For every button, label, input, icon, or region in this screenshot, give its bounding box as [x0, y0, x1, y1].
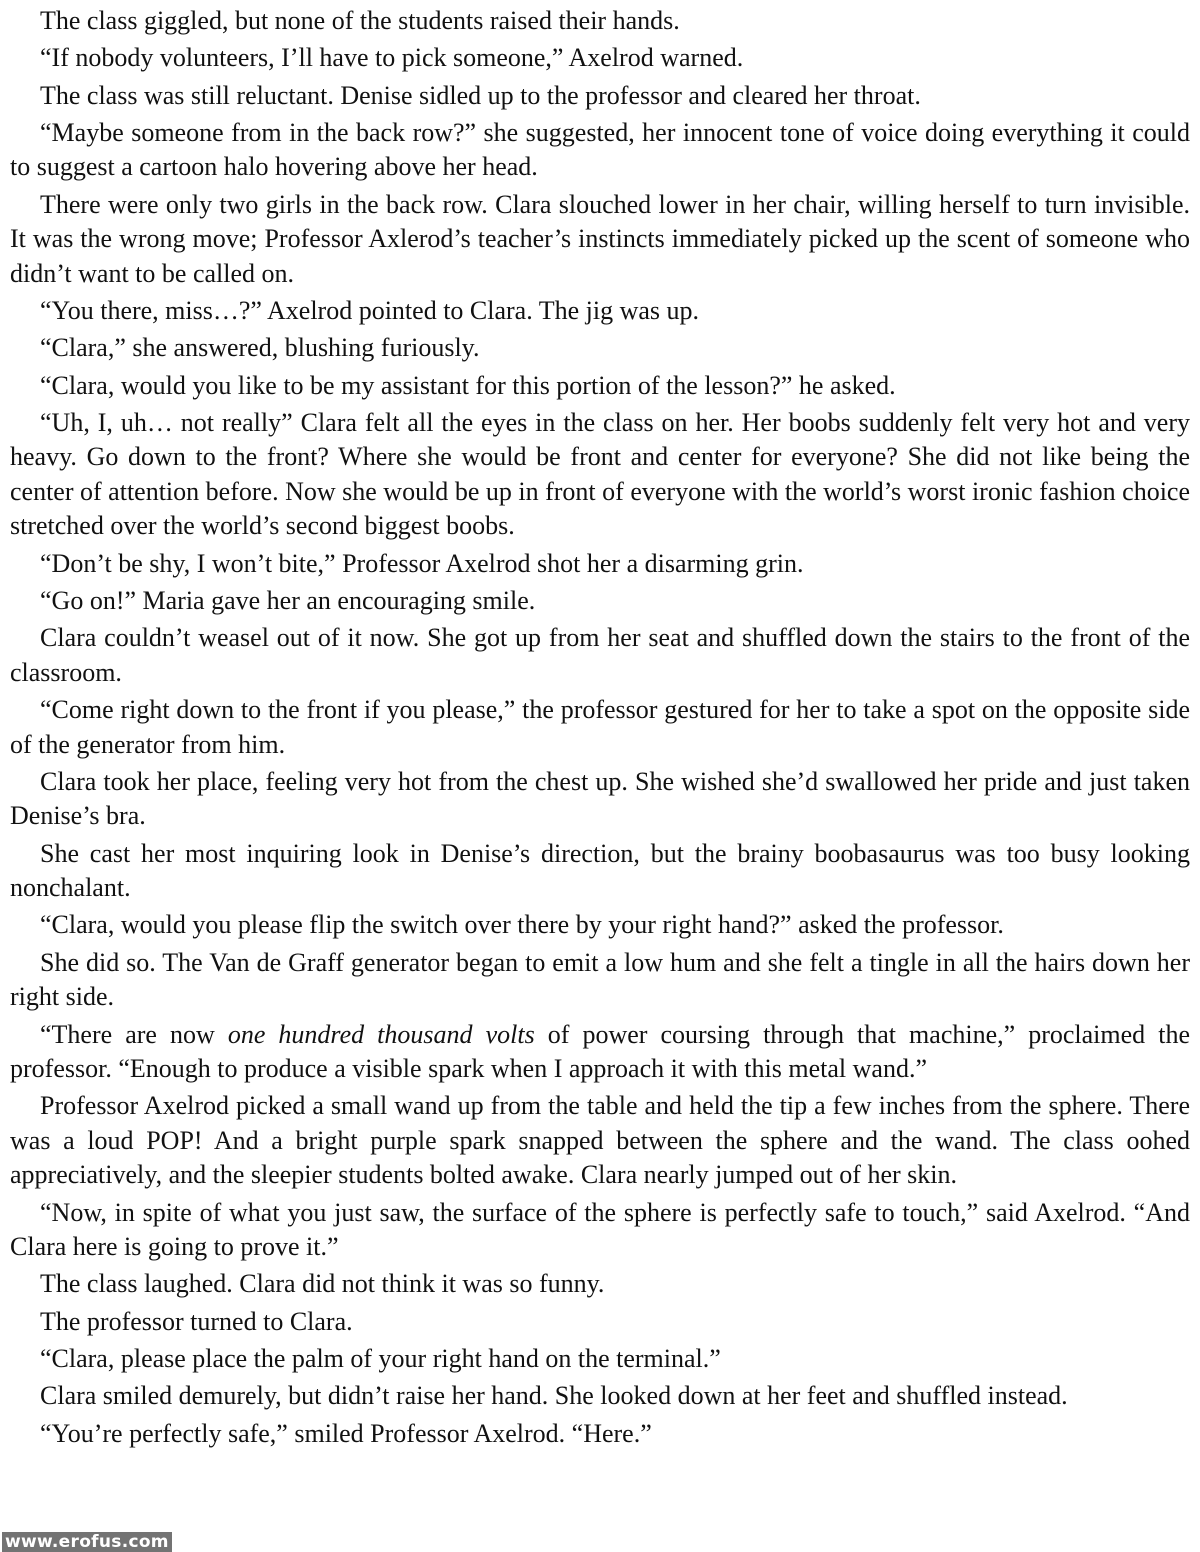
document-page	[10, 4, 1190, 1454]
paragraph: “Clara, please place the palm of your right hand on the terminal.”	[40, 1344, 721, 1374]
paragraph: She cast her most inquiring look in Denise’s direction, but the brainy boobasaurus was too busy looking nonchalant.	[10, 838, 1190, 903]
paragraph: Clara took her place, feeling very hot from the chest up. She wished she’d swallowed her pride and just taken Denise’s bra.	[10, 766, 1190, 831]
paragraph: The class laughed. Clara did not think it was so funny.	[40, 1269, 605, 1299]
paragraph: “Go on!” Maria gave her an encouraging smile.	[40, 585, 536, 615]
paragraph: “You’re perfectly safe,” smiled Professor Axelrod. “Here.”	[40, 1418, 652, 1448]
volts-text-italic: one hundred thousand volts	[227, 1019, 535, 1049]
paragraph: There were only two girls in the back row. Clara slouched lower in her chair, willing herself to turn invisible. It was the wrong move; Professor Axlerod’s teacher’s instincts immediately picked up the scent of someone who didn’t want to be called on.	[10, 189, 1190, 288]
paragraph: “Clara,” she answered, blushing furiously.	[40, 333, 480, 363]
paragraph: Clara couldn’t weasel out of it now. She got up from her seat and shuffled down the stairs to the front of the classroom.	[10, 623, 1190, 687]
paragraph: The professor turned to Clara.	[40, 1306, 353, 1336]
paragraph: “Uh, I, uh… not really” Clara felt all the eyes in the class on her. Her boobs suddenly felt very hot and very heavy. Go down to the front? Where she would be front and center for everyone? She did not like being the center of attention before. Now she would be up in front of everyone with the world’s worst ironic fashion choice stretched over the world’s second biggest boobs.	[10, 407, 1190, 541]
paragraph: “Don’t be shy, I won’t bite,” Professor Axelrod shot her a disarming grin.	[40, 548, 804, 578]
paragraph: “Come right down to the front if you please,” the professor gestured for her to take a spot on the opposite side of the generator from him.	[10, 695, 1190, 759]
watermark-text: www.erofus.com	[2, 1532, 172, 1552]
paragraph: “Clara, would you like to be my assistant for this portion of the lesson?” he asked.	[40, 370, 896, 400]
paragraph: “Now, in spite of what you just saw, the surface of the sphere is perfectly safe to touch,” said Axelrod. “And Clara here is going to prove it.”	[10, 1197, 1190, 1262]
paragraph: Professor Axelrod picked a small wand up from the table and held the tip a few inches from the sphere. There was a loud POP! And a bright purple spark snapped between the sphere and the wand. The class oohed appreciatively, and the sleepier students bolted awake. Clara nearly jumped out of her skin.	[10, 1091, 1190, 1190]
volts-text-after: of power coursing through that machine,” proclaimed the professor. “Enough to produce a visible spark when I approach it with this metal wand.”	[10, 1019, 1190, 1084]
volts-text-before: “There are now	[40, 1019, 228, 1049]
paragraph-volts	[10, 1018, 1190, 1087]
paragraph: The class was still reluctant. Denise sidled up to the professor and cleared her throat.	[40, 80, 921, 110]
paragraph: “You there, miss…?” Axelrod pointed to Clara. The jig was up.	[40, 295, 700, 325]
paragraph: “Clara, would you please flip the switch over there by your right hand?” asked the professor.	[40, 910, 1004, 940]
paragraph: “Maybe someone from in the back row?” she suggested, her innocent tone of voice doing everything it could to suggest a cartoon halo hovering above her head.	[10, 117, 1190, 182]
paragraph: “If nobody volunteers, I’ll have to pick someone,” Axelrod warned.	[40, 43, 744, 73]
paragraph: The class giggled, but none of the students raised their hands.	[40, 6, 680, 35]
paragraph: Clara smiled demurely, but didn’t raise her hand. She looked down at her feet and shuffled instead.	[40, 1381, 1068, 1411]
paragraph: She did so. The Van de Graff generator began to emit a low hum and she felt a tingle in all the hairs down her right side.	[10, 947, 1190, 1012]
